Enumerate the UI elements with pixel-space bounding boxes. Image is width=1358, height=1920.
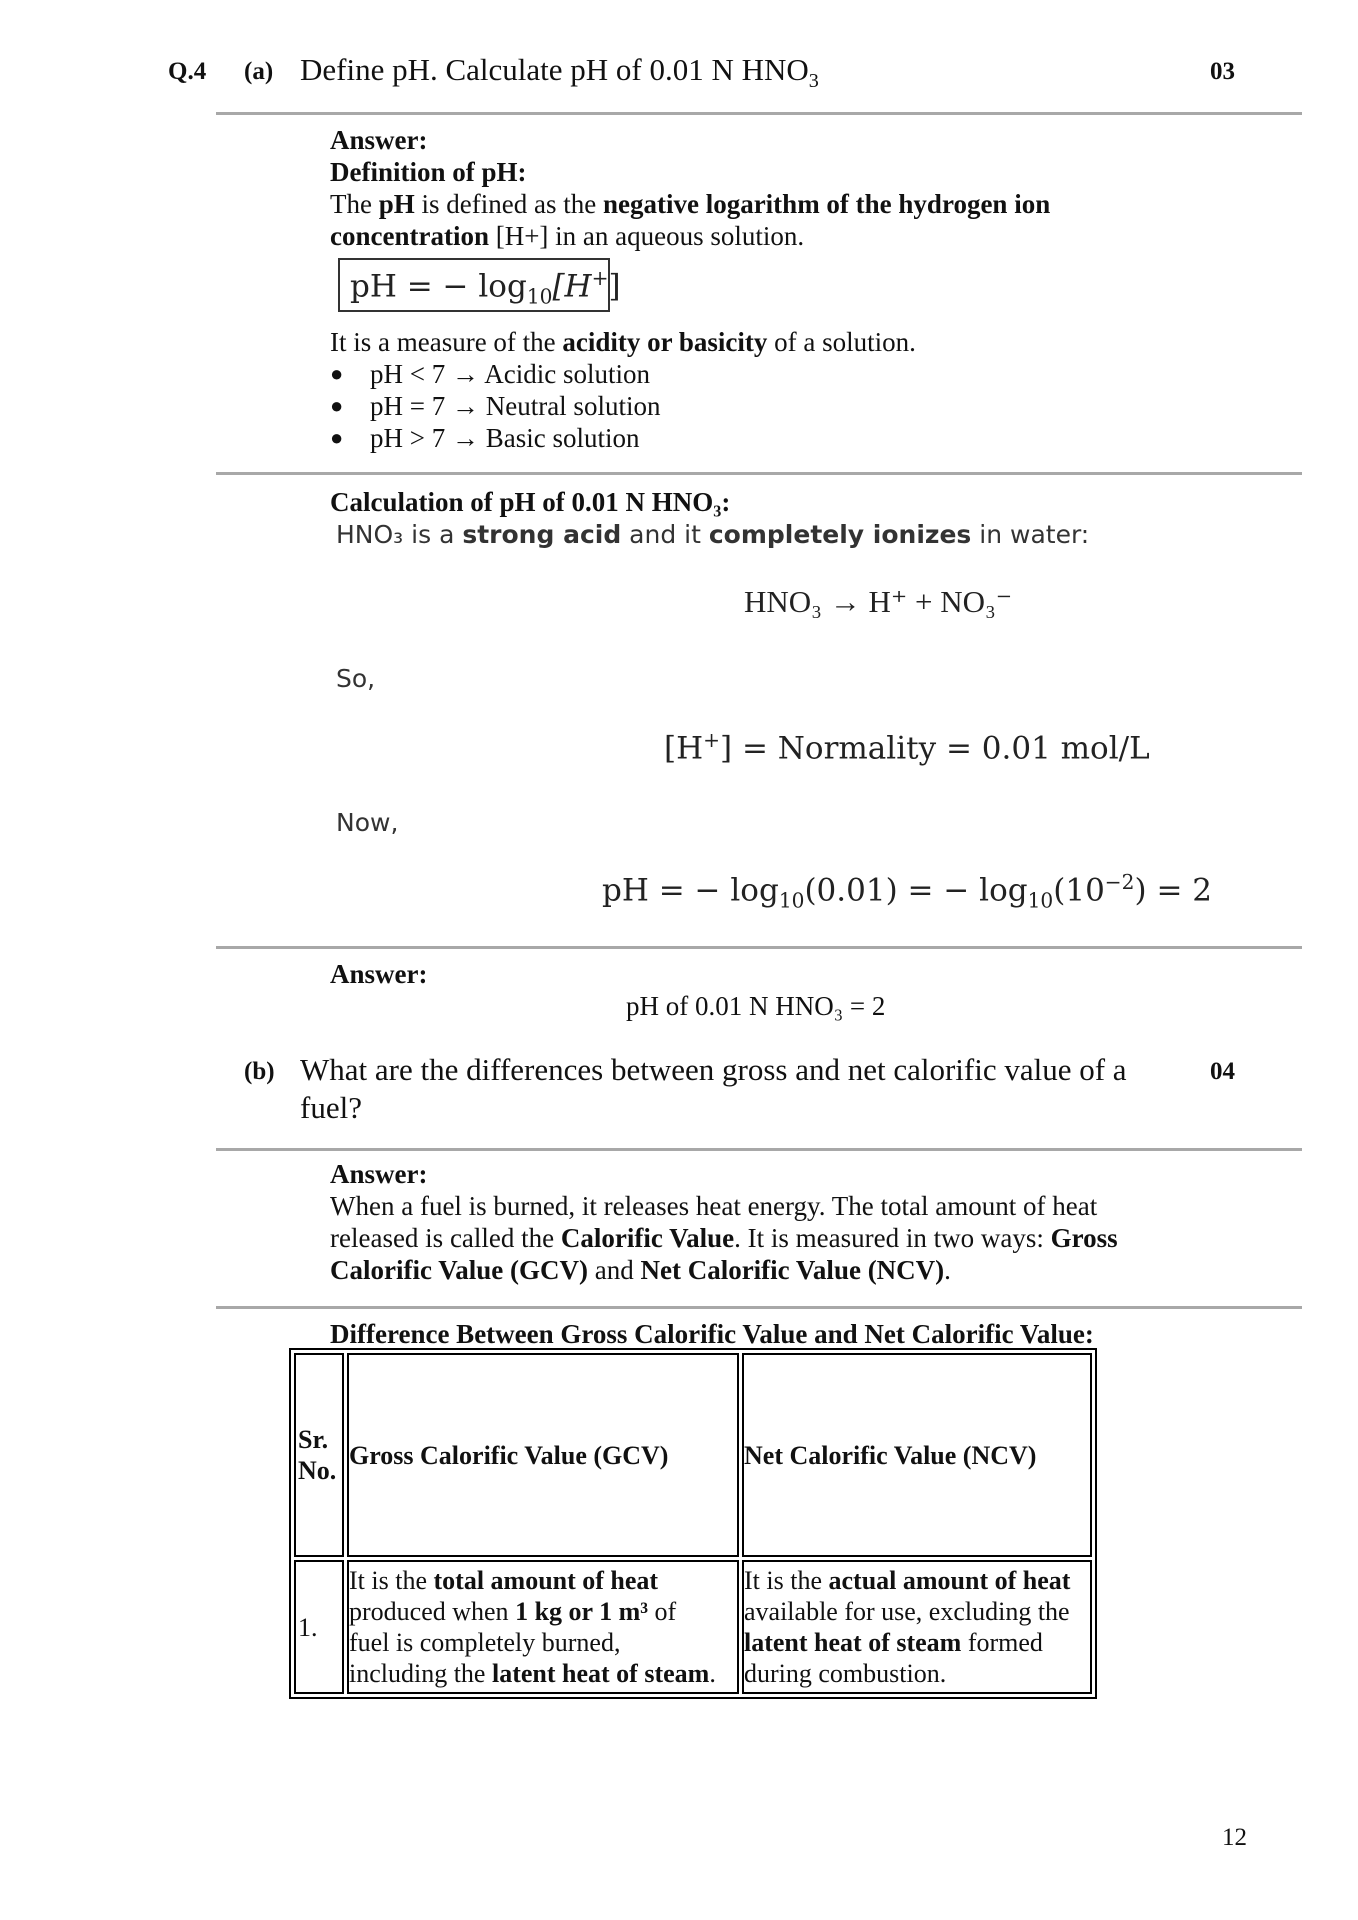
row-1-ncv: It is the actual amount of heat available for use, excluding the latent heat of steam formed during combustion. bbox=[742, 1560, 1092, 1694]
answer-heading-a: Answer: bbox=[330, 125, 428, 155]
measure-line: It is a measure of the acidity or basicity of a solution. bbox=[330, 327, 916, 357]
page-number: 12 bbox=[1222, 1824, 1247, 1851]
question-number: Q.4 bbox=[168, 58, 207, 85]
definition-line-1: The pH is defined as the negative logarithm of the hydrogen ion bbox=[330, 189, 1051, 219]
table-header-row bbox=[294, 1353, 1092, 1557]
calculation-intro: HNO₃ is a strong acid and it completely ionizes in water: bbox=[336, 520, 1090, 549]
calorific-intro-line-3: Calorific Value (GCV) and Net Calorific Value (NCV). bbox=[330, 1255, 951, 1285]
difference-table bbox=[289, 1348, 1097, 1699]
part-a-marks: 03 bbox=[1210, 58, 1235, 85]
calorific-intro-line-2: released is called the Calorific Value. It is measured in two ways: Gross bbox=[330, 1223, 1118, 1253]
header-sr-no: Sr. No. bbox=[294, 1353, 344, 1557]
table-row bbox=[294, 1560, 1092, 1694]
part-b-label: (b) bbox=[244, 1058, 275, 1085]
now-label: Now, bbox=[336, 808, 399, 837]
h-ion-equation: [H+] = Normality = 0.01 mol/L bbox=[664, 728, 1150, 767]
table-heading: Difference Between Gross Calorific Value and Net Calorific Value: bbox=[330, 1319, 1094, 1349]
so-label: So, bbox=[336, 664, 376, 693]
divider-2 bbox=[216, 472, 1302, 475]
calorific-intro-line-1: When a fuel is burned, it releases heat energy. The total amount of heat bbox=[330, 1191, 1098, 1221]
final-answer-result: pH of 0.01 N HNO₃ = 2 bbox=[626, 991, 886, 1021]
row-1-gcv: It is the total amount of heat produced when 1 kg or 1 m³ of fuel is completely burned, including the latent heat of steam. bbox=[347, 1560, 739, 1694]
answer-heading-b: Answer: bbox=[330, 1159, 428, 1189]
calculation-heading: Calculation of pH of 0.01 N HNO₃: bbox=[330, 487, 731, 517]
part-a-label: (a) bbox=[244, 58, 274, 85]
divider-1 bbox=[216, 112, 1302, 115]
ph-calculation: pH = − $\log_{10}(0.01)$ = − $\log_{10}(10^{-2}) = 2$ bbox=[602, 870, 1212, 913]
part-b-question-line-2: fuel? bbox=[300, 1090, 362, 1125]
ph-formula-box: pH = − $\log_{10}[H^+]$ bbox=[338, 258, 610, 312]
final-answer-heading: Answer: bbox=[330, 959, 428, 989]
divider-3 bbox=[216, 946, 1302, 949]
divider-5 bbox=[216, 1306, 1302, 1309]
ionization-equation: HNO₃ → H⁺ + NO₃⁻ bbox=[744, 584, 1013, 619]
row-1-sr: 1. bbox=[294, 1560, 344, 1694]
header-ncv: Net Calorific Value (NCV) bbox=[742, 1353, 1092, 1557]
definition-heading: Definition of pH: bbox=[330, 157, 527, 187]
part-a-question: Define pH. Calculate pH of 0.01 N $HNO_3$ bbox=[300, 52, 819, 93]
part-b-marks: 04 bbox=[1210, 1058, 1235, 1085]
part-b-question-line-1: What are the differences between gross and net calorific value of a bbox=[300, 1052, 1127, 1087]
header-gcv: Gross Calorific Value (GCV) bbox=[347, 1353, 739, 1557]
definition-line-2: concentration [H+] in an aqueous solution. bbox=[330, 221, 805, 251]
divider-4 bbox=[216, 1148, 1302, 1151]
